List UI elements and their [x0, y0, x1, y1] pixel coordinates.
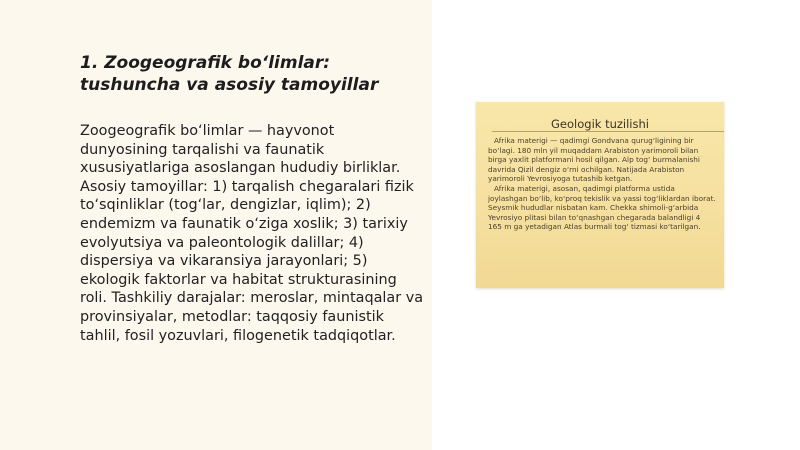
slide-body-text: Zoogeografik bo‘limlar — hayvonot dunyosining tarqalishi va faunatik xususiyatlariga asoslangan hududiy birliklar. Asosiy tamoyillar: 1) tarqalish chegaralari fizik to‘sqinliklar (tog‘lar, dengizlar, iqlim); 2) endemizm va faunatik o‘ziga xoslik; 3) tarixiy evolyutsiya va paleontologik dalillar; 4) dispersiya va vikaransiya jarayonlari; 5) ekologik faktorlar va habitat strukturasining roli. Tashkiliy darajalar: meroslar, mintaqalar va provinsiyalar, metodlar: taqqosiy faunistik tahlil, fosil yozuvlari, filogenetik tadqiqotlar. — [80, 123, 424, 344]
heading-divider — [492, 131, 724, 132]
geology-textbook-image — [476, 102, 724, 288]
geology-paragraph-1: Afrika materigi — qadimgi Gondvana qurug‘ligining bir bo‘lagi. 180 mln yil muqaddam Arabiston yarimoroli bilan birga yaxlit platformani hosil qilgan. Alp tog‘ burmalanishi davrida Qizil dengiz o‘rni ochilgan. Natijada Arabiston yarimoroli Yevrosiyoga tutashib ketgan. — [488, 136, 700, 184]
slide-title: 1. Zoogeografik bo‘limlar: tushuncha va asosiy tamoyillar — [80, 53, 379, 95]
geology-image-heading: Geologik tuzilishi — [551, 117, 649, 131]
geology-image-text — [488, 136, 716, 232]
geology-paragraph-2: Afrika materigi, asosan, qadimgi platforma ustida joylashgan bo‘lib, ko‘proq tekislik va yassi tog‘liklardan iborat. Seysmik hududlar nisbatan kam. Chekka shimoli-g‘arbida Yevrosiyo plitasi bilan to‘qnashgan chegarada balandligi 4 165 m ga yetadigan Atlas burmali tog‘ tizmasi ko‘tarilgan. — [488, 183, 716, 232]
